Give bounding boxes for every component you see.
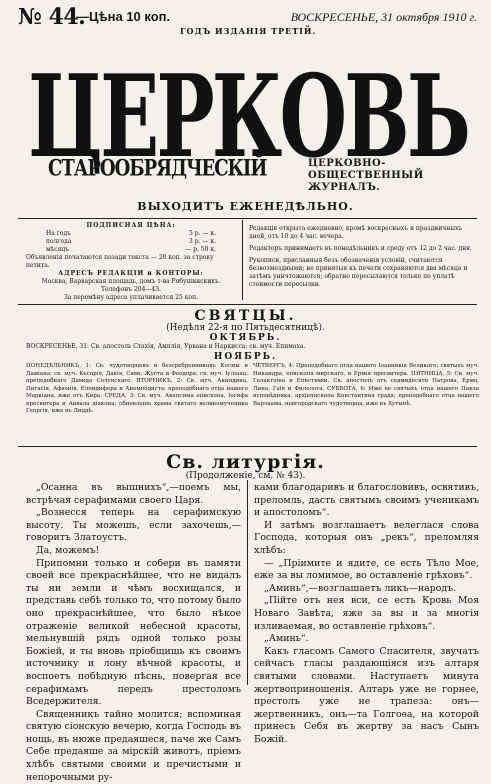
- paragraph: ками благодаривъ и благословивъ, освятивъ, преломль, дасть святымъ своимъ ученикамъ и апостоломъ“.: [254, 482, 479, 519]
- issue-date: ВОСКРЕСЕНЬЕ, 31 октября 1910 г.: [290, 10, 477, 24]
- address-heading: АДРЕСЪ РЕДАКЦІИ и КОНТОРЫ:: [58, 270, 204, 277]
- paragraph: Припомни только и собери въ памяти своей все прекраснѣйшее, что не видалъ ты ни земли и чѣмъ восхищался, и представь себѣ только то, что потому было оно прекраснѣйшее, что было нѣкое отраженіе великой небесной красоты, мельнувшій рядъ одной только розы Божіей, и ты вновь пріобщишь къ своимъ источнику и лону вѣчной красоты, и воспоетъ побѣдную пѣснь, повергая все серафимамъ передъ престоломъ Вседержителя.: [26, 557, 241, 708]
- divider: [18, 304, 477, 305]
- divider: [18, 218, 477, 219]
- notice-hours: Редакція открыта ежедневно, кромѣ воскресныхъ и праздничныхъ дней, отъ 10 до 4 час. вечера.: [249, 225, 463, 240]
- issue-price: —Цѣна 10 коп.: [76, 9, 171, 24]
- paragraph: „Вознесся теперь на серафимскую высоту. Ты можешь, если захочешь,—говоритъ Златоустъ.: [26, 507, 241, 544]
- issue-number: № 44.: [18, 4, 86, 30]
- article-column-left: [26, 482, 241, 784]
- month-october: ОКТЯБРЬ.: [209, 333, 282, 343]
- november-entries-left: ПОНЕДѢЛЬНИКЪ, 1: Св. чудотворцевъ и безсребренниковъ Космы и Даміана; св. муч. Кесарія, Дакія, Сави, Жуста и Феодора; св. муч. Іуліана; преподобнаго Давида Солунскаго. ВТОРНИКЪ, 2: Св. муч. Акиндина, Пигасія, Афѳонія, Елпидифора и Анемподиста; преподобнаго отца нашего Маркіана, иже отъ Кира. СРЕДА, 3: Св. муч. Акепсима епископа, Іосифа пресвитера и Аиѳала діакона; обновленіе храма святаго великомученика Георгія, иже въ Лиддѣ.: [26, 363, 248, 414]
- notice-editor: Редакторъ принимаетъ въ понедѣльникъ и среду отъ 12 до 2 час. дня.: [249, 245, 472, 252]
- divider: [18, 446, 477, 447]
- subscription-row: На годъ 5 р. — к.: [46, 230, 216, 237]
- paragraph: „Аминь“.: [264, 633, 309, 645]
- subscription-row: полгода 3 р. — к.: [46, 238, 216, 245]
- subscription-row: мѣсяцъ — р. 50 к.: [46, 246, 216, 253]
- paragraph: — „Пріимите и ядите, се есть Тѣло Мое, еже за вы ломимое, во оставленіе грѣховъ“.: [254, 557, 479, 582]
- paragraph: И затѣмъ возглашаетъ велеглася слова Господа, которыя онъ „рекъ“, преломляя хлѣбъ:: [254, 519, 479, 556]
- subtitle-right: ЦЕРКОВНО-ОБЩЕСТВЕННЫЙ ЖУРНАЛЪ.: [308, 158, 424, 193]
- article-continuation: (Продолженіе, см. № 43).: [185, 471, 306, 481]
- svyattsy-week: (Недѣля 22-я по Пятьдесятницѣ).: [166, 323, 325, 333]
- paragraph: Какъ гласомъ Самого Спасителя, звучатъ сейчасъ гласы раздающіяся изъ алтаря святыми словами. Наступаетъ минута жертвоприношенія. Алтарь уже не горнее, престолъ уже не трапеза: онъ—жертвенникъ, онъ—та Голгоѳа, на которой принесъ Себя въ жертву за насъ Сынъ Божій.: [254, 645, 479, 745]
- masthead-title-text: ЦЕРКОВЬ: [28, 50, 469, 184]
- editorial-notice: [249, 225, 479, 289]
- notice-manuscripts: Рукописи, присланныя безъ обозначенія условій, считаются безвозмездными; не принятыя къ печати сохраняются два мѣсяца и затѣмъ уничтожаются; обратно пересылаются только по уплатѣ стоимости пересылки.: [249, 257, 468, 288]
- column-separator: [247, 480, 248, 685]
- info-separator: [242, 220, 243, 300]
- paragraph: Да, можемъ!: [36, 544, 100, 556]
- paragraph: „Пійте отъ нея вси, се есть Кровь Моя Новаго Завѣта, яже за вы и за многія изливаемая, во оставленіе грѣховъ“.: [254, 595, 479, 632]
- year-of-publication: ГОДЪ ИЗДАНІЯ ТРЕТІЙ.: [180, 26, 317, 36]
- subtitle-left: СТАРООБРЯДЧЕСКІЙ: [48, 155, 267, 182]
- paragraph: Священникъ тайно молится; вспоминая святую сіонскую вечерю, когда Господь въ нощь, въ нюже предаяшеся, паче же Самъ Себе предаяше за мірскій животъ, пріемъ хлѣбъ святыми своими и пречистыми и непорочными ру-: [26, 708, 241, 783]
- subscription-heading: ПОДПИСНАЯ ЦѢНА:: [86, 222, 176, 229]
- paragraph: „Аминь“,—возглашаетъ ликъ—народъ.: [264, 582, 457, 594]
- month-november: НОЯБРЬ.: [213, 352, 278, 362]
- ads-price: Объявленія печатаются позади текста — 20 коп. за строку петита.: [26, 254, 214, 269]
- article-column-right: [254, 482, 479, 746]
- address-change-fee: За перемѣну адреса уплачивается 25 коп.: [64, 294, 198, 301]
- address: Москва, Варварская площадь, домъ т-ва Рябушинскихъ.: [41, 278, 221, 285]
- subscription-block: [26, 222, 236, 302]
- october-entry: ВОСКРЕСЕНЬЕ, 31: Св. апостоль Стахія, Амплія, Урвана и Наркисса; св. муч. Епимаха.: [26, 343, 306, 350]
- paragraph: „Осанна въ вышнихъ“,—поемъ мы, встрѣчая серафимами своего Царя.: [26, 482, 241, 506]
- svyattsy-title: СВЯТЦЫ.: [194, 308, 297, 324]
- frequency: ВЫХОДИТЪ ЕЖЕНЕДѢЛЬНО.: [137, 200, 354, 213]
- phone: Телефонъ 204—43.: [101, 286, 161, 293]
- november-entries-right: ЧЕТВЕРГЪ, 4: Преподобнаго отца нашего Іоанникія Великаго; святыхъ муч. Никандра, епископа мирскаго, и Ермія пресвитера. ПЯТНИЦА, 5: Св. муч. Галактіона и Епистиміи. Св. апостолъ отъ седмидесяти Патрова, Ерма, Лина, Гаія и Филолога. СУББОТА, 6: Иже во святыхъ отца нашего Павла исповѣдника, архіепископа Константина града; преподобнаго отца нашего Варлаама, новгородскаго чудотворца, иже въ Хутынѣ.: [253, 363, 479, 407]
- article-title: Св. литургія.: [166, 451, 325, 473]
